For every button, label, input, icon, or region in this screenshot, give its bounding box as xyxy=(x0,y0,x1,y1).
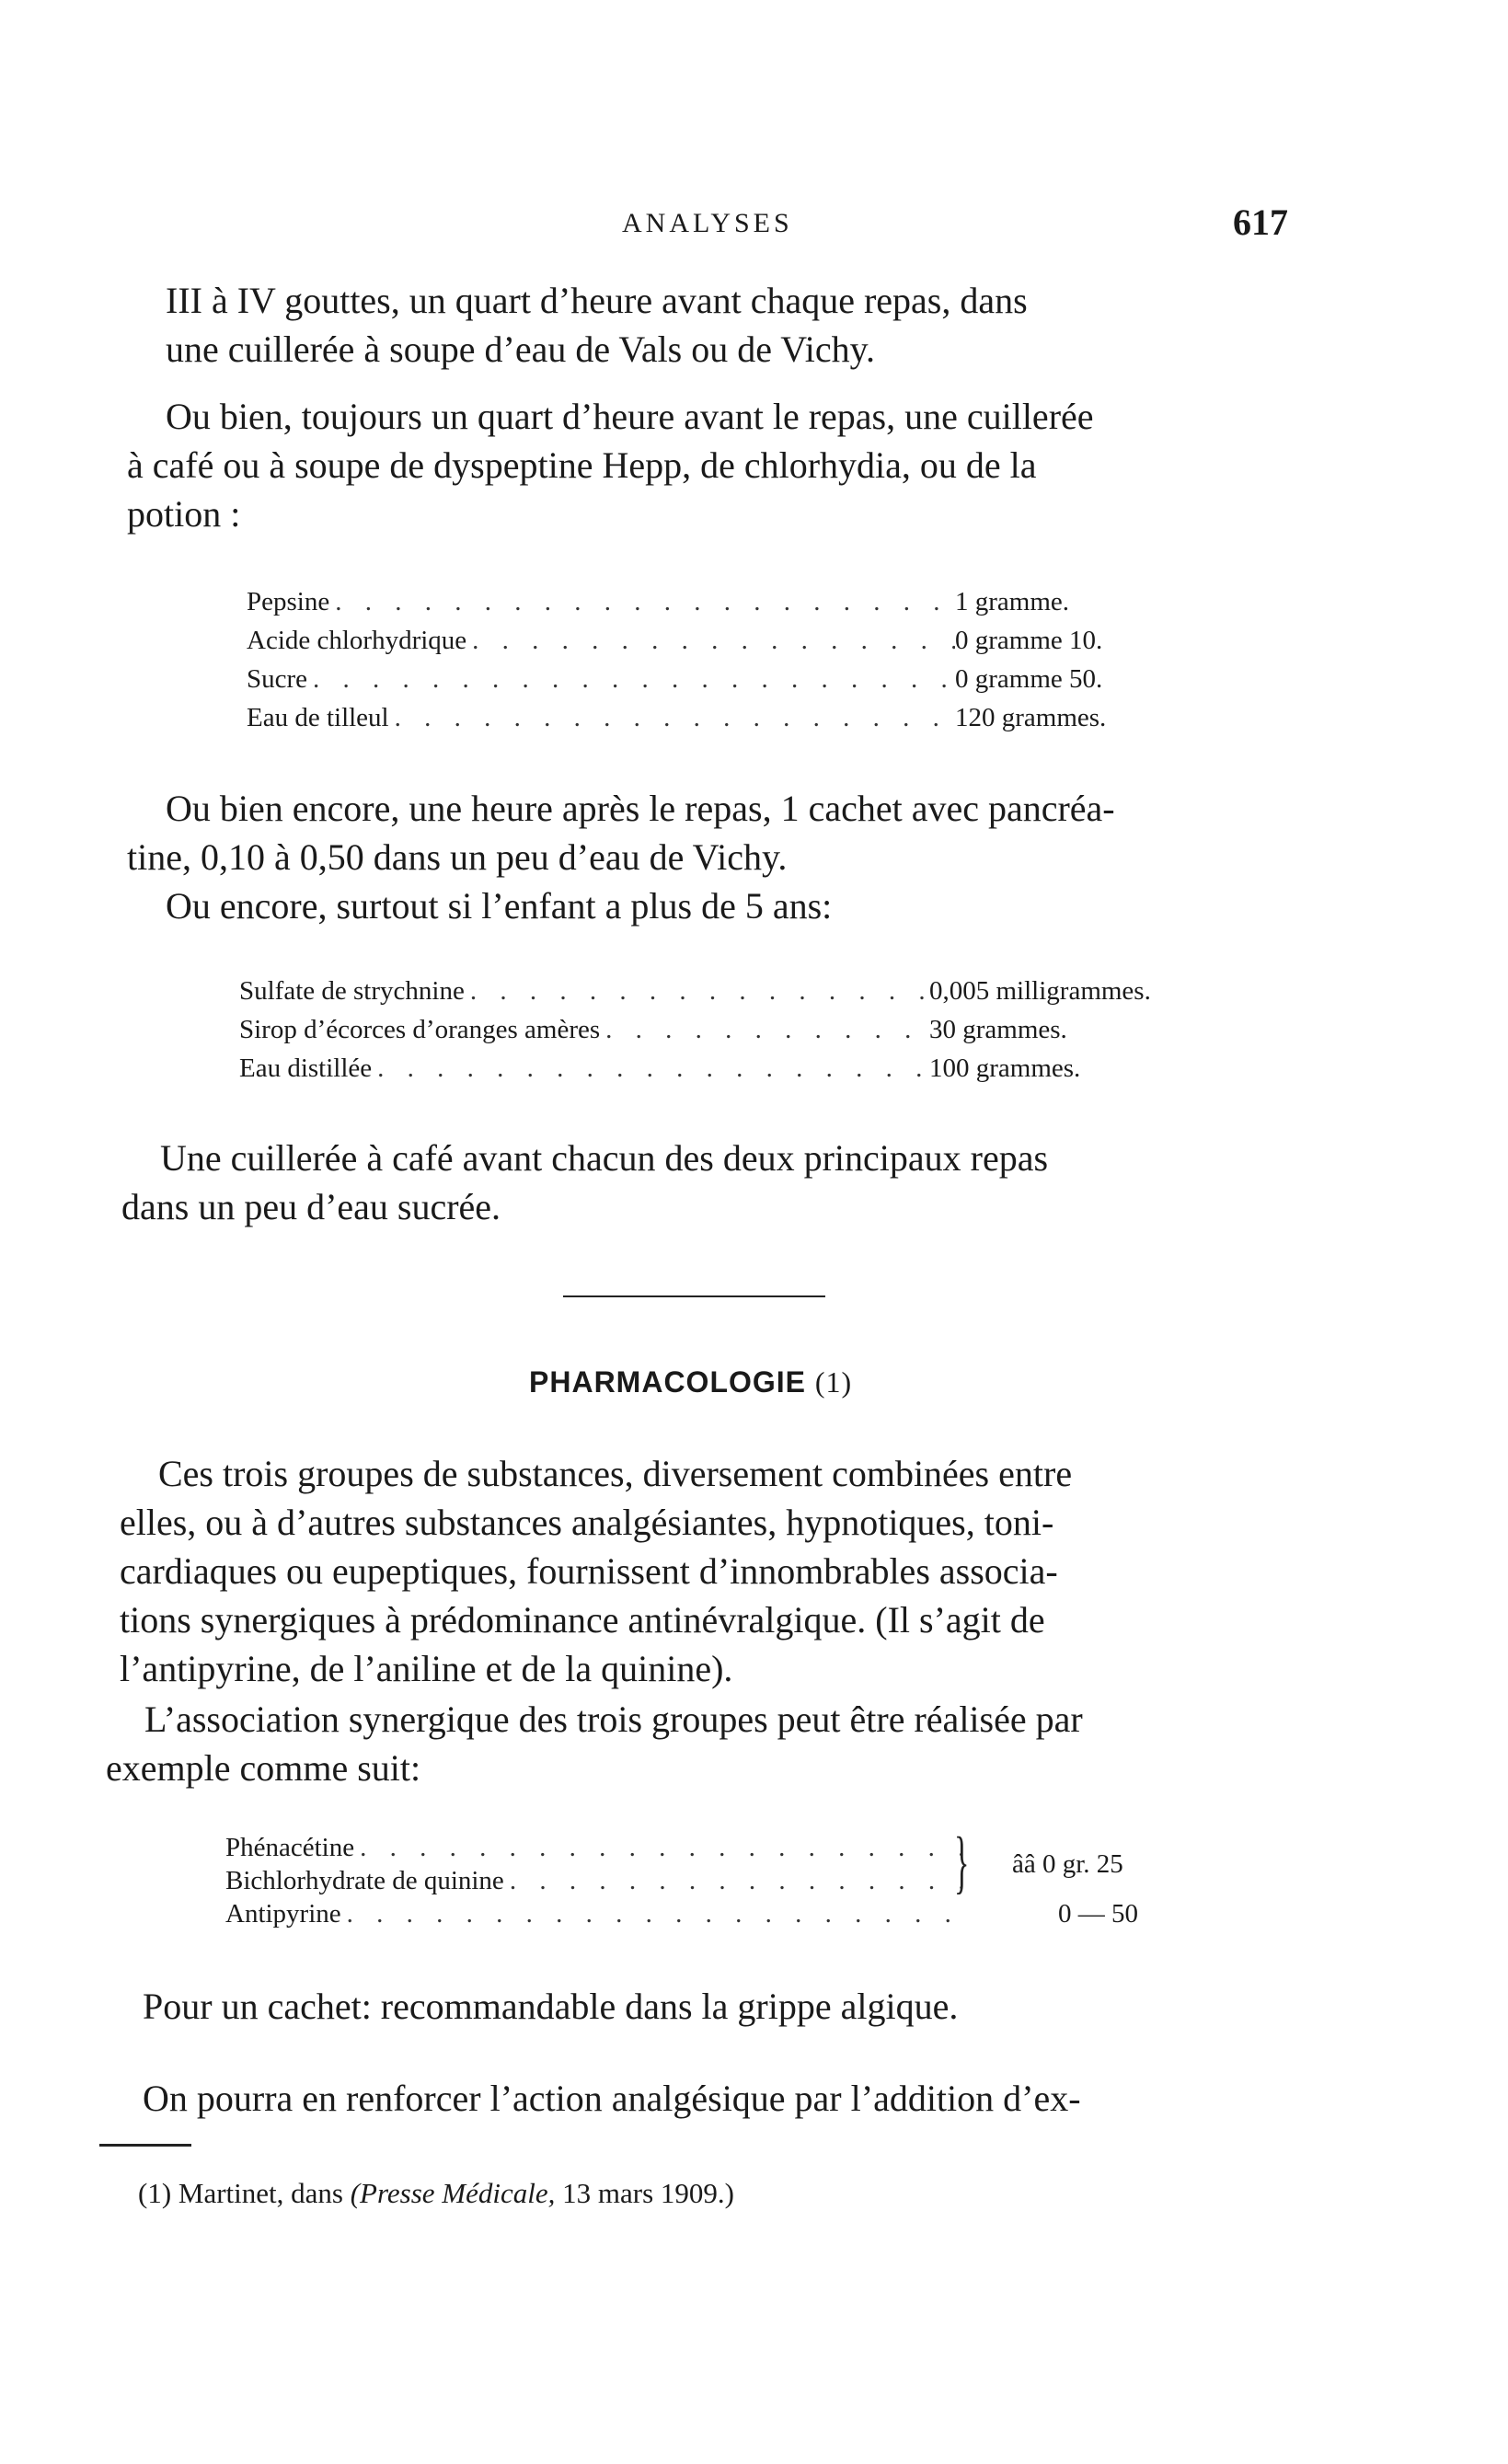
paragraph-pancreatine xyxy=(127,784,1290,881)
paragraph-continuation xyxy=(143,2074,1290,2123)
ingredient-name: Acide chlorhydrique xyxy=(247,626,467,655)
footnote xyxy=(138,2177,734,2210)
formula-row xyxy=(225,1864,961,1897)
formula-rows xyxy=(225,1831,961,1930)
shared-quantity: ââ 0 gr. 25 xyxy=(1012,1849,1123,1879)
text-line: On pourra en renforcer l’action analgésique par l’addition d’ex- xyxy=(143,2078,1081,2119)
ingredient-name: Sucre xyxy=(247,664,308,694)
text-line: une cuillerée à soupe d’eau de Vals ou de Vichy. xyxy=(166,328,876,370)
footnote-divider xyxy=(99,2144,191,2147)
text-line: elles, ou à d’autres substances analgésiantes, hypnotiques, toni- xyxy=(120,1502,1054,1543)
ingredient-name: Phénacétine xyxy=(225,1833,355,1862)
ingredient-quantity: 0 — 50 xyxy=(1058,1899,1138,1929)
formula-row xyxy=(239,1049,1233,1088)
ingredient-name: Sirop d’écorces d’oranges amères xyxy=(239,1015,601,1044)
ingredient-name: Eau de tilleul xyxy=(247,703,389,732)
ingredient-name: Antipyrine xyxy=(225,1899,341,1929)
formula-row xyxy=(225,1831,961,1864)
text-line: l’antipyrine, de l’aniline et de la quinine). xyxy=(120,1648,733,1689)
leader-dots xyxy=(341,1897,961,1930)
leader-dots xyxy=(329,582,955,621)
formula-row xyxy=(239,1010,1233,1049)
leader-dots xyxy=(372,1049,929,1088)
ingredient-quantity: 1 gramme. xyxy=(955,587,1070,616)
formula-cachet xyxy=(225,1824,1191,1930)
ingredient-name: Sulfate de strychnine xyxy=(239,976,465,1006)
text-line: potion : xyxy=(127,493,241,535)
page-header xyxy=(0,201,1508,247)
paragraph-dosage-intro xyxy=(166,276,1290,374)
paragraph-alternative xyxy=(127,392,1290,538)
leader-dots xyxy=(600,1010,929,1049)
text-line: L’association synergique des trois groupes peut être réalisée par xyxy=(144,1698,1083,1740)
formula-potion xyxy=(247,582,1185,737)
text-line: cardiaques ou eupeptiques, fournissent d’innombrables associa- xyxy=(120,1550,1058,1592)
paragraph-pharmacology xyxy=(120,1449,1290,1693)
leader-dots xyxy=(504,1864,961,1897)
text-line: Une cuillerée à café avant chacun des deux principaux repas xyxy=(160,1137,1049,1179)
leader-dots xyxy=(466,621,955,660)
ingredient-quantity: 0 gramme 10. xyxy=(955,626,1103,655)
section-divider xyxy=(563,1295,825,1297)
footnote-text: Martinet, dans xyxy=(178,2177,343,2209)
page-number: 617 xyxy=(1233,201,1288,243)
ingredient-name: Eau distillée xyxy=(239,1054,373,1083)
running-head: ANALYSES xyxy=(622,208,793,238)
leader-dots xyxy=(354,1831,961,1864)
text-line: tine, 0,10 à 0,50 dans un peu d’eau de Vichy. xyxy=(127,836,788,878)
footnote-marker: (1) xyxy=(138,2177,172,2209)
text-line: Ou bien encore, une heure après le repas, 1 cachet avec pancréa- xyxy=(166,788,1115,829)
formula-row xyxy=(247,660,1185,698)
leader-dots xyxy=(465,972,929,1010)
ingredient-name: Pepsine xyxy=(247,587,330,616)
formula-row xyxy=(247,582,1185,621)
text-line: à café ou à soupe de dyspeptine Hepp, de chlorhydia, ou de la xyxy=(127,444,1037,486)
leader-dots xyxy=(307,660,955,698)
text-line: exemple comme suit: xyxy=(106,1747,421,1789)
ingredient-quantity: 0 gramme 50. xyxy=(955,664,1103,694)
text-line: Pour un cachet: recommandable dans la grippe algique. xyxy=(143,1986,959,2027)
footnote-reference: (1) xyxy=(814,1365,853,1399)
formula-row xyxy=(247,698,1185,737)
paragraph-cachet-usage xyxy=(143,1982,1290,2031)
ingredient-name: Bichlorhydrate de quinine xyxy=(225,1866,504,1895)
ingredient-quantity: 0,005 milligrammes. xyxy=(929,976,1151,1006)
leader-dots xyxy=(389,698,955,737)
text-line: Ces trois groupes de substances, diversement combinées entre xyxy=(158,1453,1073,1494)
text-line: Ou bien, toujours un quart d’heure avant le repas, une cuillerée xyxy=(166,396,1094,437)
formula-row xyxy=(239,972,1233,1010)
text-line: tions synergiques à prédominance antinévralgique. (Il s’agit de xyxy=(120,1599,1045,1641)
section-title-text: PHARMACOLOGIE xyxy=(529,1365,806,1399)
text-line: III à IV gouttes, un quart d’heure avant chaque repas, dans xyxy=(166,280,1028,321)
formula-strychnine xyxy=(239,972,1233,1088)
footnote-date: 13 mars 1909.) xyxy=(562,2177,734,2209)
paragraph-posology xyxy=(121,1134,1290,1231)
text-line: dans un peu d’eau sucrée. xyxy=(121,1186,501,1227)
paragraph-association xyxy=(106,1695,1290,1792)
footnote-journal: (Presse Médicale, xyxy=(350,2177,556,2209)
ingredient-quantity: 100 grammes. xyxy=(929,1054,1081,1083)
ingredient-quantity: 120 grammes. xyxy=(955,703,1107,732)
curly-brace-icon: } xyxy=(954,1824,970,1901)
section-heading xyxy=(529,1365,852,1399)
text-line: Ou encore, surtout si l’enfant a plus de 5 ans: xyxy=(166,885,833,927)
paragraph-strychnine-intro xyxy=(166,881,1290,930)
formula-row xyxy=(247,621,1185,660)
ingredient-quantity: 30 grammes. xyxy=(929,1015,1067,1044)
formula-row xyxy=(225,1897,961,1930)
